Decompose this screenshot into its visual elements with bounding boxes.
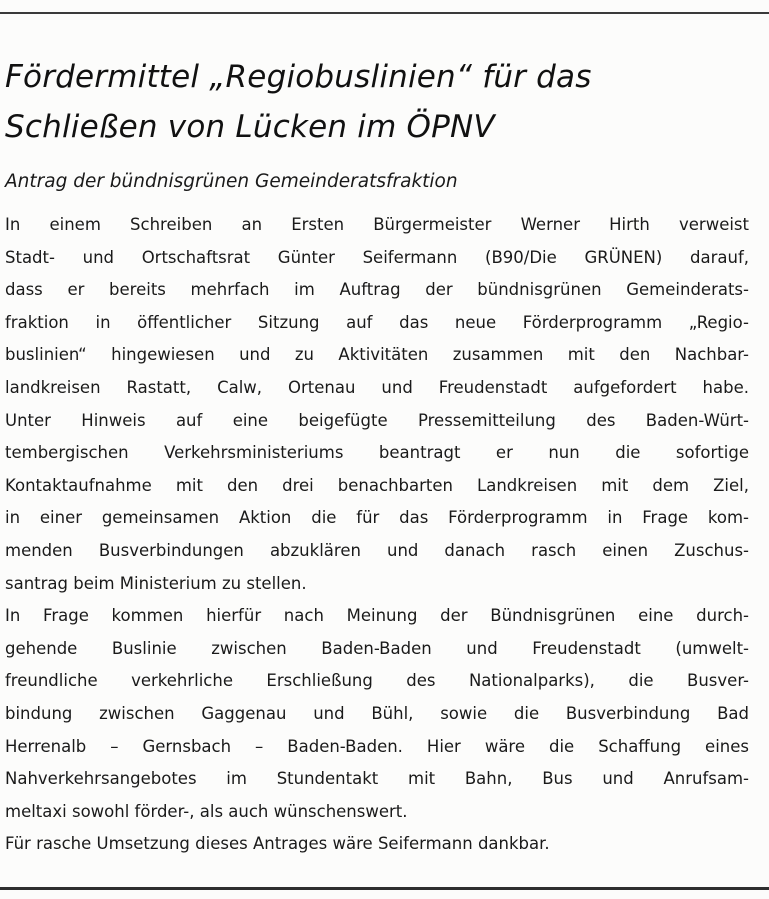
title-line: Schließen von Lücken im ÖPNV <box>5 109 495 145</box>
paragraph-3 <box>5 828 749 861</box>
body-line: buslinien“ hingewiesen und zu Aktivitäten zusammen mit den Nachbar- <box>5 345 749 365</box>
bottom-rule <box>0 887 769 890</box>
title-line: Fördermittel „Regiobuslinien“ für das <box>5 59 592 95</box>
body-line: In einem Schreiben an Ersten Bürgermeister Werner Hirth verweist <box>5 215 749 234</box>
top-rule <box>0 12 769 14</box>
body-line: Nahverkehrsangebotes im Stundentakt mit Bahn, Bus und Anrufsam- <box>5 769 749 789</box>
paragraph-1 <box>5 209 749 600</box>
body-line: meltaxi sowohl förder-, als auch wünschenswert. <box>5 801 408 821</box>
body-line: Stadt- und Ortschaftsrat Günter Seifermann (B90/Die GRÜNEN) darauf, <box>5 247 749 267</box>
body-line: menden Busverbindungen abzuklären und danach rasch einen Zuschus- <box>5 540 749 560</box>
body-line: In Frage kommen hierfür nach Meinung der Bündnisgrünen eine durch- <box>5 606 749 626</box>
body-line: Unter Hinweis auf eine beigefügte Pressemitteilung des Baden-Würt- <box>5 410 749 430</box>
body-line: landkreisen Rastatt, Calw, Ortenau und Freudenstadt aufgefordert habe. <box>5 377 749 397</box>
body-line: freundliche verkehrliche Erschließung des Nationalparks), die Busver- <box>5 671 749 691</box>
body-line: gehende Buslinie zwischen Baden-Baden und Freudenstadt (umwelt- <box>5 638 749 658</box>
body-line: Herrenalb – Gernsbach – Baden-Baden. Hier wäre die Schaffung eines <box>5 736 749 756</box>
body-line: santrag beim Ministerium zu stellen. <box>5 573 307 593</box>
paragraph-2 <box>5 600 749 828</box>
article-title <box>5 52 765 152</box>
body-line: bindung zwischen Gaggenau und Bühl, sowie die Busverbindung Bad <box>5 703 749 723</box>
body-line: Kontaktaufnahme mit den drei benachbarten Landkreisen mit dem Ziel, <box>5 475 749 495</box>
body-line: Für rasche Umsetzung dieses Antrages wäre Seifermann dankbar. <box>5 834 550 854</box>
body-line: dass er bereits mehrfach im Auftrag der bündnisgrünen Gemeinderats- <box>5 280 749 300</box>
body-line: in einer gemeinsamen Aktion die für das Förderprogramm in Frage kom- <box>5 508 749 528</box>
body-line: fraktion in öffentlicher Sitzung auf das neue Förderprogramm „Regio- <box>5 312 749 332</box>
article-body <box>5 209 749 861</box>
article-subtitle: Antrag der bündnisgrünen Gemeinderatsfraktion <box>5 171 458 192</box>
body-line: tembergischen Verkehrsministeriums beantragt er nun die sofortige <box>5 443 749 463</box>
